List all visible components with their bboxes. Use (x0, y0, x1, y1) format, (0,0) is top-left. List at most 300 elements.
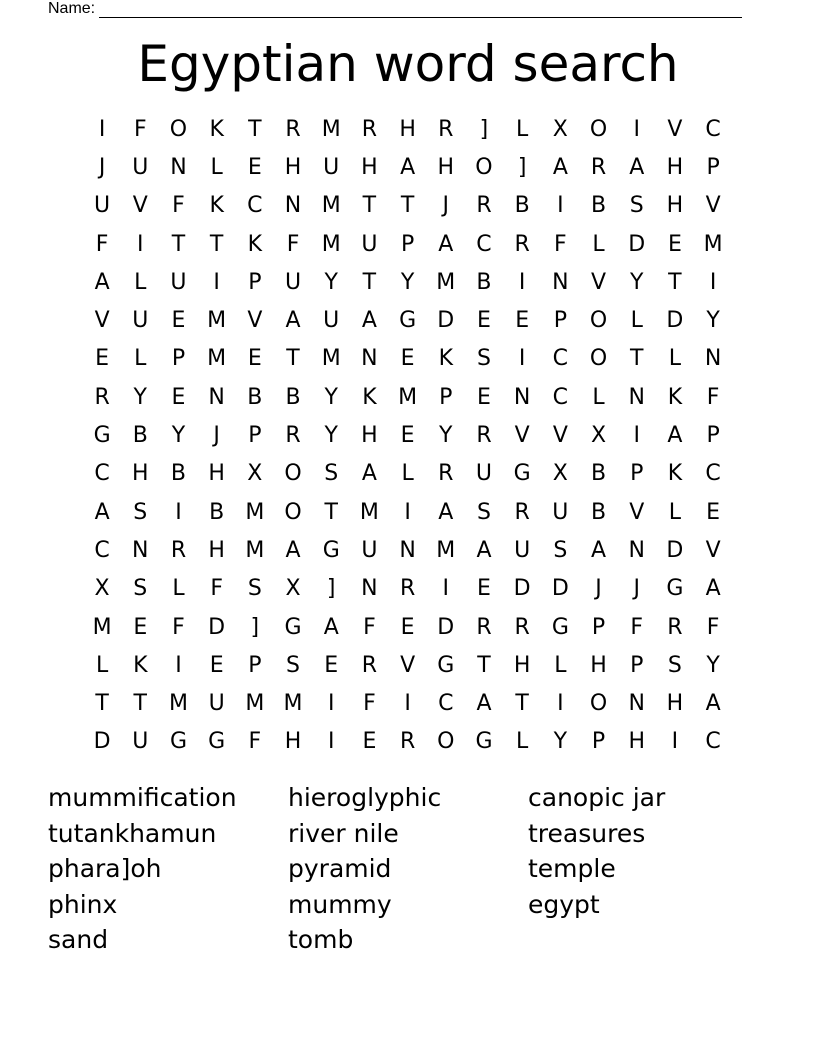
grid-letter: S (629, 193, 644, 219)
grid-letter: M (321, 116, 341, 142)
grid-letter: O (589, 308, 608, 334)
grid-letter: X (552, 116, 568, 142)
grid-letter: Y (324, 384, 338, 410)
grid-letter: F (248, 729, 262, 755)
grid-letter: B (514, 193, 530, 219)
grid-letter: M (359, 499, 379, 525)
grid-letter: M (283, 691, 303, 717)
grid-letter: B (476, 269, 492, 295)
grid-letter: M (207, 308, 227, 334)
grid-letter: H (399, 116, 416, 142)
grid-letter: H (590, 652, 607, 678)
grid-letter: K (438, 346, 453, 372)
grid-letter: G (399, 308, 417, 334)
grid-letter: E (515, 308, 530, 334)
grid-letter: M (321, 193, 341, 219)
grid-letter: D (666, 537, 684, 563)
grid-letter: U (552, 499, 569, 525)
grid-letter: H (208, 537, 225, 563)
grid-letter: A (476, 537, 492, 563)
grid-letter: R (476, 614, 492, 640)
grid-letter: Y (629, 269, 644, 295)
grid-letter: C (438, 691, 454, 717)
grid-letter: U (132, 729, 149, 755)
grid-letter: Y (171, 423, 186, 449)
grid-letter: H (628, 729, 645, 755)
grid-letter: M (398, 384, 418, 410)
grid-letter: K (133, 652, 148, 678)
grid-letter: N (399, 537, 416, 563)
grid-letter: J (442, 193, 450, 219)
grid-letter: H (284, 729, 302, 755)
grid-letter: T (95, 691, 109, 717)
name-label: Name: (48, 0, 96, 17)
grid-letter: G (513, 461, 531, 487)
grid-letter: F (172, 193, 185, 219)
word-list-item: sand (48, 925, 109, 955)
grid-letter: E (362, 729, 377, 755)
grid-letter: Y (553, 729, 568, 755)
grid-letter: T (668, 269, 682, 295)
grid-letter: I (404, 691, 411, 717)
grid-letter: O (169, 116, 188, 142)
grid-letter: Y (324, 269, 338, 295)
grid-letter: O (589, 691, 608, 717)
grid-letter: X (285, 576, 301, 602)
grid-letter: U (323, 308, 340, 334)
grid-letter: K (247, 231, 263, 257)
grid-letter: E (667, 231, 682, 257)
grid-letter: F (172, 614, 185, 640)
grid-letter: L (134, 269, 147, 295)
name-underline (99, 1, 742, 18)
grid-letter: R (361, 116, 378, 142)
grid-letter: S (133, 499, 148, 525)
grid-letter: K (667, 384, 683, 410)
grid-letter: R (361, 652, 378, 678)
grid-letter: P (248, 652, 262, 678)
grid-letter: F (630, 614, 644, 640)
grid-letter: P (171, 346, 186, 372)
grid-letter: M (245, 537, 265, 563)
grid-letter: M (436, 537, 456, 563)
grid-letter: U (514, 537, 531, 563)
grid-letter: G (666, 576, 684, 602)
grid-letter: N (628, 691, 645, 717)
grid-letter: H (513, 652, 531, 678)
word-list-item: mummy (288, 889, 392, 919)
grid-letter: E (171, 384, 186, 410)
grid-letter: B (590, 193, 607, 219)
grid-letter: A (552, 154, 568, 180)
grid-letter: I (518, 269, 526, 295)
grid-letter: I (633, 116, 640, 142)
grid-letter: A (591, 537, 607, 563)
grid-letter: V (132, 193, 148, 219)
grid-letter: S (247, 576, 262, 602)
grid-letter: R (476, 423, 492, 449)
grid-letter: H (361, 423, 378, 449)
grid-letter: U (208, 691, 225, 717)
grid-letter: J (633, 576, 640, 602)
grid-letter: I (518, 346, 526, 372)
grid-letter: A (94, 269, 110, 295)
grid-letter: C (94, 537, 110, 563)
word-list-item: treasures (528, 818, 646, 848)
grid-letter: V (514, 423, 530, 449)
grid-letter: V (94, 308, 110, 334)
grid-letter: B (132, 423, 148, 449)
grid-letter: G (208, 729, 226, 755)
grid-letter: P (706, 154, 720, 180)
grid-letter: O (437, 729, 455, 755)
grid-letter: P (706, 423, 720, 449)
grid-letter: G (93, 423, 111, 449)
grid-letter: J (213, 423, 220, 449)
grid-letter: T (209, 231, 224, 257)
letter-grid (83, 110, 732, 761)
grid-letter: E (171, 308, 186, 334)
grid-letter: B (247, 384, 263, 410)
grid-letter: G (284, 614, 302, 640)
grid-letter: U (323, 154, 340, 180)
grid-letter: K (667, 461, 683, 487)
grid-letter: T (400, 193, 415, 219)
grid-letter: H (437, 154, 455, 180)
word-list-item: egypt (528, 889, 600, 919)
word-list-item: temple (528, 854, 616, 884)
grid-letter: U (361, 537, 378, 563)
grid-letter: R (399, 576, 416, 602)
grid-letter: S (476, 346, 491, 372)
grid-letter: D (628, 231, 646, 257)
grid-letter: R (285, 116, 301, 142)
grid-letter: C (476, 231, 492, 257)
grid-letter: D (666, 308, 684, 334)
name-field (48, 0, 742, 18)
grid-letter: B (285, 384, 301, 410)
grid-letter: A (438, 231, 454, 257)
grid-letter: A (361, 461, 377, 487)
grid-letter: R (94, 384, 110, 410)
grid-letter: U (475, 461, 493, 487)
grid-letter: E (133, 614, 148, 640)
grid-letter: F (363, 614, 376, 640)
grid-letter: T (324, 499, 338, 525)
grid-letter: S (476, 499, 491, 525)
grid-letter: O (284, 499, 302, 525)
grid-letter: ] (517, 154, 527, 180)
grid-letter: S (553, 537, 568, 563)
grid-letter: F (706, 384, 720, 410)
grid-letter: R (590, 154, 607, 180)
grid-letter: F (363, 691, 376, 717)
grid-letter: E (247, 154, 262, 180)
grid-letter: U (284, 269, 302, 295)
grid-letter: U (132, 308, 149, 334)
grid-letter: E (324, 652, 339, 678)
grid-letter: X (247, 461, 263, 487)
grid-letter: N (628, 384, 645, 410)
grid-letter: V (591, 269, 607, 295)
word-list-item: tomb (288, 925, 354, 955)
grid-letter: L (134, 346, 147, 372)
grid-letter: H (284, 154, 302, 180)
grid-letter: I (557, 193, 564, 219)
word-list-item: river nile (288, 818, 399, 848)
grid-letter: L (95, 652, 109, 678)
grid-letter: T (629, 346, 644, 372)
grid-letter: G (322, 537, 340, 563)
grid-letter: K (209, 116, 224, 142)
grid-letter: B (590, 499, 607, 525)
grid-letter: P (553, 308, 567, 334)
word-list-item: phara]oh (48, 854, 162, 884)
grid-letter: H (132, 461, 149, 487)
grid-letter: G (475, 729, 493, 755)
grid-letter: H (666, 193, 684, 219)
grid-letter: I (442, 576, 450, 602)
grid-letter: A (629, 154, 645, 180)
grid-letter: I (327, 729, 335, 755)
grid-letter: R (514, 231, 530, 257)
grid-letter: T (362, 193, 377, 219)
grid-letter: S (324, 461, 339, 487)
grid-letter: T (248, 116, 262, 142)
grid-letter: F (95, 231, 109, 257)
grid-letter: M (703, 231, 723, 257)
grid-letter: L (554, 652, 567, 678)
grid-letter: T (515, 691, 529, 717)
grid-letter: M (168, 691, 188, 717)
grid-letter: ] (250, 614, 260, 640)
grid-letter: D (437, 614, 455, 640)
grid-letter: U (94, 193, 111, 219)
grid-letter: L (592, 231, 605, 257)
grid-letter: Y (439, 423, 453, 449)
grid-letter: M (245, 499, 265, 525)
grid-letter: C (94, 461, 110, 487)
grid-letter: A (323, 614, 339, 640)
grid-letter: N (170, 154, 187, 180)
grid-letter: M (245, 691, 265, 717)
grid-letter: R (438, 461, 454, 487)
grid-letter: L (668, 346, 682, 372)
grid-letter: N (132, 537, 149, 563)
grid-letter: B (590, 461, 607, 487)
grid-letter: G (169, 729, 187, 755)
grid-letter: L (172, 576, 185, 602)
grid-letter: H (361, 154, 378, 180)
grid-letter: O (284, 461, 302, 487)
grid-letter: C (552, 384, 569, 410)
grid-letter: S (667, 652, 682, 678)
grid-letter: X (94, 576, 110, 602)
grid-letter: R (514, 499, 530, 525)
grid-letter: L (630, 308, 643, 334)
grid-letter: R (476, 193, 492, 219)
grid-letter: I (175, 652, 182, 678)
grid-letter: N (208, 384, 225, 410)
grid-letter: C (247, 193, 263, 219)
grid-letter: N (513, 384, 531, 410)
grid-letter: P (591, 614, 606, 640)
grid-letter: ] (479, 116, 489, 142)
grid-letter: D (513, 576, 531, 602)
grid-letter: O (589, 346, 608, 372)
grid-letter: T (477, 652, 491, 678)
grid-letter: V (247, 308, 263, 334)
grid-letter: D (437, 308, 455, 334)
word-list-item: phinx (48, 889, 118, 919)
grid-letter: U (361, 231, 378, 257)
grid-letter: R (170, 537, 187, 563)
grid-letter: I (671, 729, 679, 755)
grid-letter: N (552, 269, 569, 295)
grid-letter: O (475, 154, 493, 180)
grid-letter: V (400, 652, 416, 678)
grid-letter: V (552, 423, 568, 449)
grid-letter: A (400, 154, 416, 180)
grid-letter: L (516, 116, 529, 142)
grid-letter: F (210, 576, 223, 602)
grid-letter: B (170, 461, 187, 487)
grid-letter: E (209, 652, 224, 678)
grid-letter: Y (324, 423, 338, 449)
grid-letter: R (667, 614, 683, 640)
grid-letter: P (591, 729, 606, 755)
grid-letter: I (709, 269, 717, 295)
grid-letter: E (400, 423, 415, 449)
word-list-item: mummification (48, 783, 237, 812)
grid-letter: I (633, 423, 640, 449)
grid-letter: T (362, 269, 377, 295)
grid-letter: U (170, 269, 187, 295)
grid-letter: I (175, 499, 182, 525)
grid-letter: P (439, 384, 453, 410)
grid-letter: E (477, 576, 491, 602)
grid-letter: E (247, 346, 262, 372)
grid-letter: R (285, 423, 301, 449)
grid-letter: F (554, 231, 567, 257)
grid-letter: V (705, 537, 721, 563)
grid-letter: S (133, 576, 148, 602)
grid-letter: P (400, 231, 415, 257)
page-title: Egyptian word search (137, 35, 679, 93)
grid-letter: R (438, 116, 454, 142)
grid-letter: F (286, 231, 300, 257)
grid-letter: L (516, 729, 529, 755)
grid-letter: N (628, 537, 645, 563)
grid-letter: D (93, 729, 111, 755)
grid-letter: A (705, 691, 721, 717)
grid-letter: I (557, 691, 564, 717)
grid-letter: P (630, 652, 644, 678)
grid-letter: A (705, 576, 721, 602)
grid-letter: T (286, 346, 300, 372)
grid-letter: C (705, 116, 721, 142)
grid-letter: C (705, 729, 721, 755)
grid-letter: A (285, 537, 301, 563)
grid-letter: E (400, 614, 415, 640)
grid-letter: P (630, 461, 644, 487)
grid-letter: C (705, 461, 721, 487)
grid-letter: I (404, 499, 411, 525)
grid-letter: D (551, 576, 569, 602)
grid-letter: H (666, 154, 684, 180)
grid-letter: U (132, 154, 149, 180)
word-list-item: hieroglyphic (288, 783, 442, 812)
grid-letter: E (706, 499, 721, 525)
grid-letter: V (705, 193, 721, 219)
word-list-item: pyramid (288, 854, 392, 884)
grid-letter: V (667, 116, 683, 142)
grid-letter: H (208, 461, 225, 487)
word-list-item: canopic jar (528, 783, 666, 812)
grid-letter: K (362, 384, 377, 410)
grid-letter: M (207, 346, 227, 372)
grid-letter: M (321, 346, 341, 372)
grid-letter: S (286, 652, 301, 678)
grid-letter: V (629, 499, 645, 525)
grid-letter: I (137, 231, 144, 257)
grid-letter: L (592, 384, 605, 410)
grid-letter: D (208, 614, 226, 640)
grid-letter: L (210, 154, 223, 180)
grid-letter: A (667, 423, 683, 449)
grid-letter: P (248, 269, 262, 295)
grid-letter: T (133, 691, 147, 717)
grid-letter: E (477, 308, 491, 334)
grid-letter: A (361, 308, 377, 334)
grid-letter: A (476, 691, 492, 717)
grid-letter: R (399, 729, 416, 755)
grid-letter: ] (326, 576, 336, 602)
grid-letter: E (477, 384, 491, 410)
word-list-item: tutankhamun (48, 818, 217, 848)
grid-letter: Y (706, 308, 720, 334)
grid-letter: E (400, 346, 415, 372)
grid-letter: A (94, 499, 110, 525)
grid-letter: R (514, 614, 530, 640)
grid-letter: Y (133, 384, 147, 410)
grid-letter: N (704, 346, 722, 372)
grid-letter: M (321, 231, 341, 257)
grid-letter: Y (400, 269, 415, 295)
grid-letter: N (361, 346, 378, 372)
grid-letter: F (706, 614, 720, 640)
grid-letter: X (590, 423, 607, 449)
grid-letter: C (552, 346, 569, 372)
grid-letter: N (284, 193, 302, 219)
grid-letter: T (171, 231, 186, 257)
grid-letter: G (551, 614, 569, 640)
grid-letter: J (595, 576, 602, 602)
grid-letter: M (92, 614, 112, 640)
grid-letter: A (438, 499, 454, 525)
grid-letter: G (437, 652, 455, 678)
grid-letter: I (213, 269, 220, 295)
grid-letter: L (668, 499, 682, 525)
grid-letter: P (248, 423, 262, 449)
grid-letter: I (327, 691, 335, 717)
grid-letter: I (98, 116, 106, 142)
grid-letter: F (133, 116, 147, 142)
grid-letter: L (401, 461, 414, 487)
grid-letter: X (552, 461, 568, 487)
grid-letter: K (209, 193, 224, 219)
word-list (48, 780, 768, 958)
